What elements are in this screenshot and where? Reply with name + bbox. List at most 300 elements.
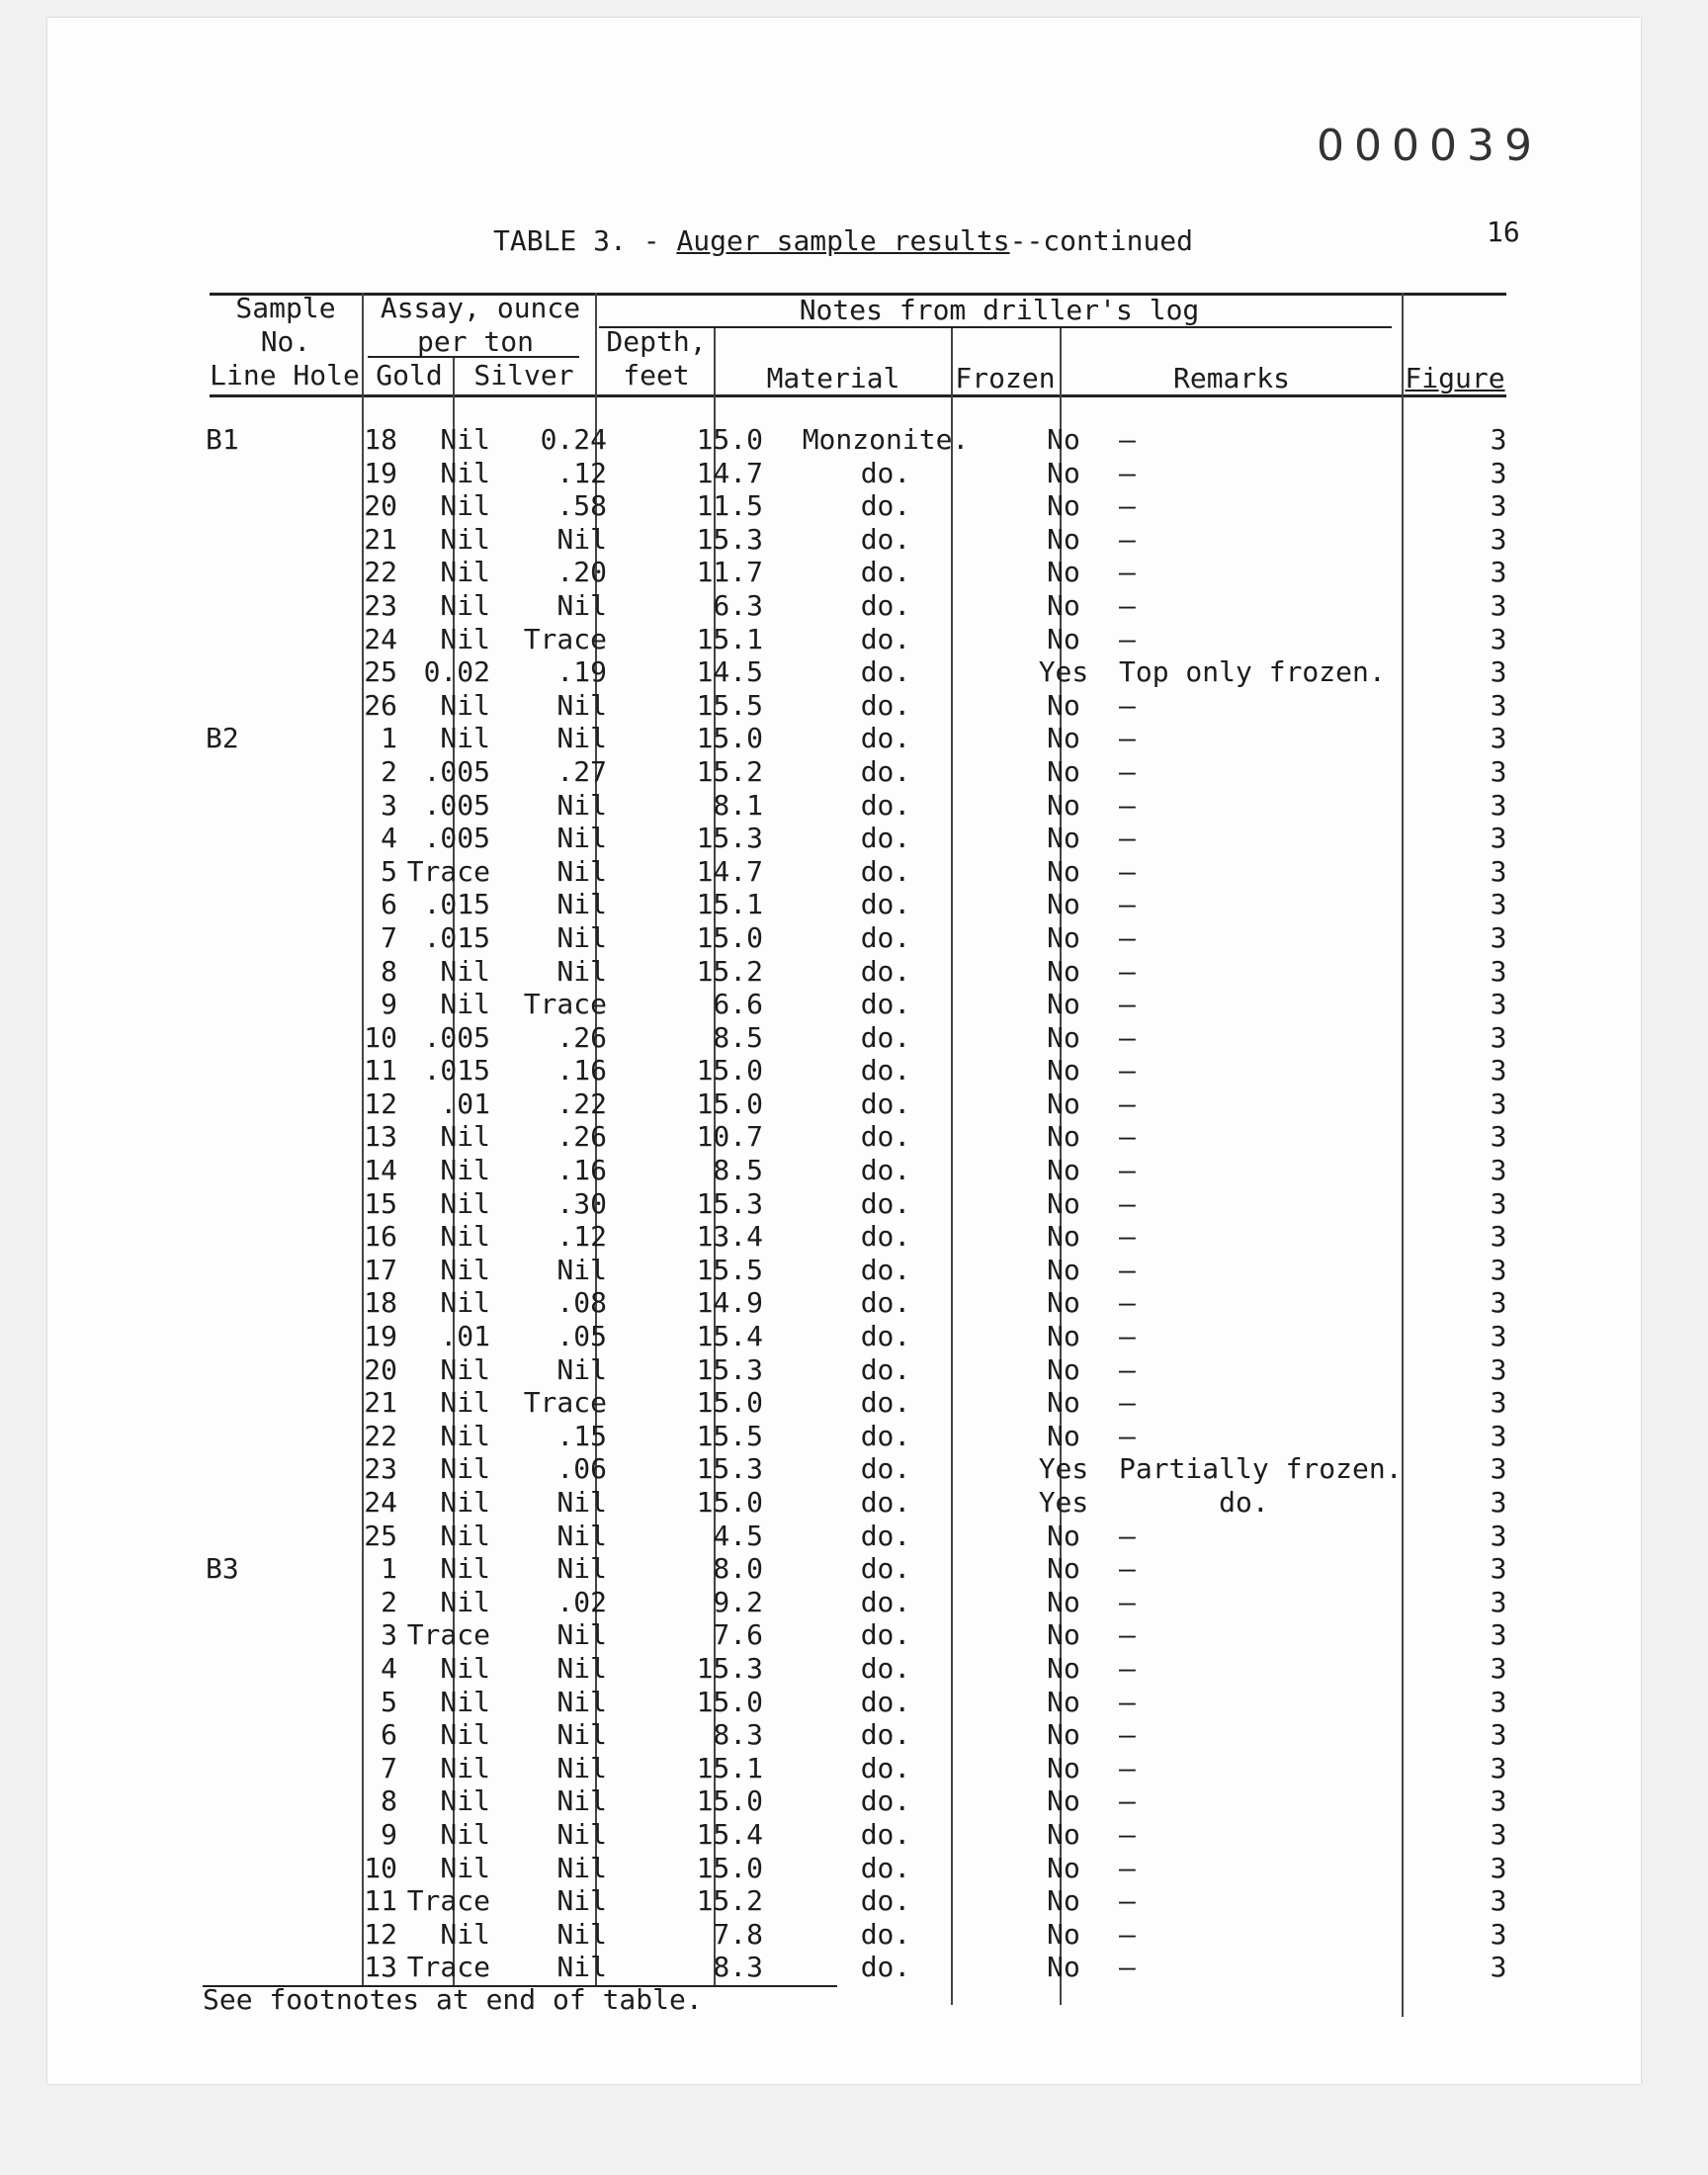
- cell-depth: 15.0: [696, 1386, 763, 1420]
- cell-figure: 3: [1490, 1951, 1507, 1984]
- cell-line: [206, 1686, 275, 1719]
- cell-line: [206, 523, 275, 557]
- cell-hole: 25: [364, 655, 397, 689]
- cell-line: [206, 689, 275, 723]
- cell-silver: Nil: [556, 588, 607, 622]
- cell-frozen: No: [1047, 722, 1080, 755]
- cell-figure: 3: [1490, 722, 1507, 755]
- cell-depth: 15.4: [696, 1817, 763, 1851]
- cell-frozen: No: [1047, 423, 1080, 456]
- table-row: [206, 556, 1536, 589]
- cell-hole: 4: [381, 1651, 397, 1685]
- cell-figure: 3: [1490, 1585, 1507, 1618]
- cell-figure: 3: [1490, 1884, 1507, 1918]
- cell-depth: 15.0: [696, 1486, 763, 1519]
- cell-material: do.: [860, 1552, 911, 1586]
- cell-depth: 15.1: [696, 1751, 763, 1784]
- cell-silver: Trace: [523, 1386, 607, 1420]
- table-row: [206, 722, 1536, 755]
- cell-line: [206, 1818, 275, 1852]
- cell-frozen: No: [1047, 1054, 1080, 1088]
- cell-figure: 3: [1490, 822, 1507, 855]
- cell-material: do.: [860, 888, 911, 921]
- cell-line: [206, 1718, 275, 1752]
- table-row: [206, 1618, 1536, 1652]
- cell-silver: .58: [556, 489, 607, 523]
- cell-depth: 15.0: [696, 722, 763, 755]
- cell-figure: 3: [1490, 1054, 1507, 1088]
- table-row: [206, 1120, 1536, 1154]
- cell-depth: 8.1: [713, 788, 763, 822]
- cell-line: [206, 1918, 275, 1952]
- title-suffix: --continued: [1009, 224, 1194, 257]
- cell-material: do.: [860, 456, 911, 489]
- cell-material: do.: [860, 1751, 911, 1784]
- cell-gold: Nil: [440, 1286, 490, 1320]
- cell-line: [206, 1187, 275, 1221]
- cell-material: do.: [860, 1452, 911, 1486]
- cell-frozen: No: [1047, 1917, 1080, 1951]
- cell-gold: Nil: [440, 1452, 490, 1486]
- cell-figure: 3: [1490, 423, 1507, 456]
- cell-line: [206, 1386, 275, 1420]
- cell-material: do.: [860, 754, 911, 788]
- cell-material: do.: [860, 1685, 911, 1718]
- cell-depth: 6.6: [713, 988, 763, 1021]
- cell-material: do.: [860, 1817, 911, 1851]
- cell-line: [206, 1951, 275, 1984]
- cell-frozen: No: [1047, 1087, 1080, 1120]
- cell-remarks: –: [1119, 556, 1136, 589]
- cell-remarks: –: [1119, 1951, 1136, 1984]
- cell-line: [206, 556, 275, 589]
- cell-figure: 3: [1490, 1618, 1507, 1652]
- table-row: [206, 1154, 1536, 1187]
- cell-material: do.: [860, 1851, 911, 1884]
- cell-hole: 10: [364, 1851, 397, 1884]
- header-notes: Notes from driller's log: [799, 294, 1200, 326]
- cell-gold: Trace: [406, 1884, 490, 1918]
- cell-hole: 24: [364, 1486, 397, 1519]
- cell-gold: .01: [440, 1320, 490, 1353]
- cell-frozen: No: [1047, 1519, 1080, 1552]
- table-row: [206, 1088, 1536, 1121]
- cell-remarks: –: [1119, 854, 1136, 888]
- cell-silver: Nil: [556, 1651, 607, 1685]
- cell-gold: Nil: [440, 688, 490, 722]
- cell-remarks: –: [1119, 1884, 1136, 1918]
- cell-figure: 3: [1490, 920, 1507, 954]
- cell-figure: 3: [1490, 588, 1507, 622]
- cell-gold: Nil: [440, 1851, 490, 1884]
- cell-gold: Nil: [440, 622, 490, 655]
- cell-gold: Nil: [440, 1253, 490, 1286]
- cell-frozen: No: [1047, 1020, 1080, 1054]
- cell-figure: 3: [1490, 1352, 1507, 1386]
- cell-hole: 8: [381, 954, 397, 988]
- cell-figure: 3: [1490, 888, 1507, 921]
- cell-frozen: No: [1047, 822, 1080, 855]
- cell-line: [206, 955, 275, 989]
- cell-silver: Nil: [556, 522, 607, 556]
- cell-material: do.: [860, 1585, 911, 1618]
- cell-figure: 3: [1490, 1486, 1507, 1519]
- cell-frozen: No: [1047, 1585, 1080, 1618]
- cell-silver: Nil: [556, 1884, 607, 1918]
- table-row: [206, 988, 1536, 1021]
- cell-frozen: No: [1047, 588, 1080, 622]
- cell-hole: 13: [364, 1120, 397, 1154]
- cell-gold: Nil: [440, 1784, 490, 1818]
- cell-gold: .01: [440, 1087, 490, 1120]
- cell-figure: 3: [1490, 854, 1507, 888]
- cell-silver: .12: [556, 1220, 607, 1254]
- cell-hole: 2: [381, 754, 397, 788]
- table-row: [206, 1220, 1536, 1254]
- cell-material: do.: [860, 1220, 911, 1254]
- table-row: [206, 423, 1536, 457]
- cell-gold: Nil: [440, 988, 490, 1021]
- cell-material: do.: [860, 1320, 911, 1353]
- cell-silver: .30: [556, 1186, 607, 1220]
- cell-hole: 23: [364, 1452, 397, 1486]
- cell-depth: 15.3: [696, 1352, 763, 1386]
- table-row: [206, 1652, 1536, 1686]
- table-row: [206, 789, 1536, 823]
- table-row: [206, 1353, 1536, 1387]
- cell-hole: 17: [364, 1253, 397, 1286]
- cell-line: [206, 855, 275, 889]
- cell-figure: 3: [1490, 1386, 1507, 1420]
- cell-line: [206, 1452, 275, 1486]
- cell-material: do.: [860, 1120, 911, 1154]
- cell-material: Monzonite.: [802, 423, 970, 456]
- cell-remarks: –: [1119, 1851, 1136, 1884]
- cell-remarks: –: [1119, 1054, 1136, 1088]
- cell-material: do.: [860, 1784, 911, 1818]
- cell-hole: 13: [364, 1951, 397, 1984]
- cell-line: [206, 1154, 275, 1187]
- cell-figure: 3: [1490, 1452, 1507, 1486]
- header-figure: Figure: [1405, 362, 1505, 394]
- cell-remarks: –: [1119, 1651, 1136, 1685]
- cell-silver: Nil: [556, 888, 607, 921]
- cell-hole: 5: [381, 1685, 397, 1718]
- cell-gold: Nil: [440, 489, 490, 523]
- cell-gold: .015: [423, 920, 490, 954]
- cell-depth: 15.4: [696, 1320, 763, 1353]
- cell-gold: Nil: [440, 1154, 490, 1187]
- cell-silver: Nil: [556, 788, 607, 822]
- cell-remarks: –: [1119, 456, 1136, 489]
- cell-hole: 25: [364, 1519, 397, 1552]
- cell-figure: 3: [1490, 1685, 1507, 1718]
- table-title: [493, 224, 1193, 257]
- cell-figure: 3: [1490, 1087, 1507, 1120]
- cell-remarks: –: [1119, 1519, 1136, 1552]
- cell-silver: 0.24: [540, 423, 607, 456]
- cell-line: [206, 921, 275, 955]
- cell-frozen: No: [1047, 1718, 1080, 1752]
- cell-line: [206, 1054, 275, 1088]
- cell-hole: 10: [364, 1020, 397, 1054]
- cell-depth: 15.3: [696, 522, 763, 556]
- cell-line: [206, 1520, 275, 1553]
- cell-frozen: No: [1047, 754, 1080, 788]
- cell-figure: 3: [1490, 1651, 1507, 1685]
- table-row: [206, 1552, 1536, 1586]
- cell-hole: 1: [381, 1552, 397, 1586]
- cell-depth: 15.2: [696, 1884, 763, 1918]
- cell-gold: Nil: [440, 1751, 490, 1784]
- cell-material: do.: [860, 788, 911, 822]
- cell-material: do.: [860, 556, 911, 589]
- cell-remarks: –: [1119, 423, 1136, 456]
- cell-depth: 15.3: [696, 1651, 763, 1685]
- cell-silver: Trace: [523, 988, 607, 1021]
- cell-silver: .08: [556, 1286, 607, 1320]
- cell-line: [206, 789, 275, 823]
- cell-line: [206, 1852, 275, 1885]
- cell-hole: 20: [364, 489, 397, 523]
- cell-remarks: –: [1119, 622, 1136, 655]
- cell-silver: Nil: [556, 854, 607, 888]
- cell-depth: 15.0: [696, 1087, 763, 1120]
- cell-silver: Nil: [556, 1851, 607, 1884]
- cell-depth: 15.0: [696, 1851, 763, 1884]
- cell-hole: 6: [381, 888, 397, 921]
- cell-depth: 13.4: [696, 1220, 763, 1254]
- cell-frozen: No: [1047, 1220, 1080, 1254]
- cell-line: [206, 1486, 275, 1520]
- cell-material: do.: [860, 489, 911, 523]
- cell-material: do.: [860, 954, 911, 988]
- cell-line: [206, 1320, 275, 1353]
- cell-material: do.: [860, 1154, 911, 1187]
- cell-hole: 11: [364, 1884, 397, 1918]
- cell-hole: 18: [364, 1286, 397, 1320]
- cell-depth: 11.5: [696, 489, 763, 523]
- cell-line: [206, 1021, 275, 1055]
- table-row: [206, 822, 1536, 855]
- table-row: [206, 1320, 1536, 1353]
- cell-gold: Nil: [440, 522, 490, 556]
- cell-remarks: –: [1119, 1286, 1136, 1320]
- cell-frozen: No: [1047, 1784, 1080, 1818]
- cell-line: [206, 988, 275, 1021]
- cell-depth: 7.6: [713, 1618, 763, 1652]
- cell-depth: 15.3: [696, 822, 763, 855]
- cell-gold: .015: [423, 888, 490, 921]
- cell-frozen: No: [1047, 489, 1080, 523]
- cell-silver: Nil: [556, 1552, 607, 1586]
- cell-gold: Nil: [440, 423, 490, 456]
- cell-depth: 14.9: [696, 1286, 763, 1320]
- cell-frozen: No: [1047, 456, 1080, 489]
- cell-remarks: –: [1119, 1552, 1136, 1586]
- cell-gold: .005: [423, 754, 490, 788]
- cell-gold: Nil: [440, 1419, 490, 1452]
- cell-remarks: –: [1119, 1320, 1136, 1353]
- cell-hole: 18: [364, 423, 397, 456]
- title-underlined: Auger sample results: [676, 224, 1010, 257]
- cell-depth: 10.7: [696, 1120, 763, 1154]
- cell-remarks: –: [1119, 1618, 1136, 1652]
- cell-material: do.: [860, 722, 911, 755]
- cell-depth: 15.0: [696, 1784, 763, 1818]
- cell-frozen: No: [1047, 1552, 1080, 1586]
- cell-frozen: No: [1047, 954, 1080, 988]
- cell-gold: Nil: [440, 1651, 490, 1685]
- cell-line: [206, 655, 275, 689]
- footnote-reference: See footnotes at end of table.: [203, 1983, 703, 2016]
- cell-line: B1: [206, 423, 239, 456]
- cell-material: do.: [860, 1386, 911, 1420]
- cell-remarks: –: [1119, 1253, 1136, 1286]
- header-feet: feet: [623, 359, 690, 392]
- cell-silver: Trace: [523, 622, 607, 655]
- cell-silver: .20: [556, 556, 607, 589]
- cell-silver: Nil: [556, 1751, 607, 1784]
- cell-material: do.: [860, 1286, 911, 1320]
- cell-material: do.: [860, 655, 911, 689]
- table-row: [206, 1718, 1536, 1752]
- cell-frozen: No: [1047, 1320, 1080, 1353]
- cell-line: [206, 1884, 275, 1918]
- cell-depth: 15.1: [696, 622, 763, 655]
- cell-figure: 3: [1490, 1186, 1507, 1220]
- cell-line: [206, 888, 275, 921]
- cell-gold: .005: [423, 1020, 490, 1054]
- cell-figure: 3: [1490, 1519, 1507, 1552]
- cell-figure: 3: [1490, 1817, 1507, 1851]
- cell-figure: 3: [1490, 1154, 1507, 1187]
- cell-material: do.: [860, 1419, 911, 1452]
- table-row: [206, 1951, 1536, 1984]
- cell-material: do.: [860, 1054, 911, 1088]
- cell-line: [206, 1420, 275, 1453]
- header-sample: Sample: [235, 292, 336, 324]
- cell-depth: 15.0: [696, 920, 763, 954]
- cell-silver: Nil: [556, 822, 607, 855]
- cell-silver: Nil: [556, 1253, 607, 1286]
- cell-remarks: –: [1119, 489, 1136, 523]
- cell-frozen: No: [1047, 1685, 1080, 1718]
- cell-material: do.: [860, 1718, 911, 1752]
- cell-material: do.: [860, 1253, 911, 1286]
- cell-hole: 22: [364, 1419, 397, 1452]
- cell-figure: 3: [1490, 556, 1507, 589]
- document-number: 000039: [1317, 121, 1542, 171]
- cell-depth: 15.2: [696, 954, 763, 988]
- table-row: [206, 1187, 1536, 1221]
- cell-hole: 11: [364, 1054, 397, 1088]
- cell-figure: 3: [1490, 1851, 1507, 1884]
- cell-frozen: No: [1047, 1154, 1080, 1187]
- cell-figure: 3: [1490, 622, 1507, 655]
- cell-silver: Nil: [556, 1817, 607, 1851]
- cell-remarks: Top only frozen.: [1119, 655, 1386, 689]
- cell-frozen: Yes: [1038, 1486, 1089, 1519]
- cell-remarks: –: [1119, 920, 1136, 954]
- cell-line: [206, 1120, 275, 1154]
- cell-silver: Nil: [556, 1618, 607, 1652]
- cell-material: do.: [860, 622, 911, 655]
- cell-depth: 7.8: [713, 1917, 763, 1951]
- cell-hole: 6: [381, 1718, 397, 1752]
- cell-remarks: –: [1119, 1718, 1136, 1752]
- cell-silver: .12: [556, 456, 607, 489]
- cell-frozen: No: [1047, 1651, 1080, 1685]
- cell-remarks: –: [1119, 1817, 1136, 1851]
- cell-remarks: –: [1119, 1685, 1136, 1718]
- cell-silver: .15: [556, 1419, 607, 1452]
- table-row: [206, 1752, 1536, 1785]
- table-row: [206, 655, 1536, 689]
- cell-material: do.: [860, 854, 911, 888]
- cell-silver: Nil: [556, 1917, 607, 1951]
- cell-line: B2: [206, 722, 239, 755]
- auger-sample-table: [206, 423, 1536, 1984]
- cell-material: do.: [860, 1087, 911, 1120]
- cell-silver: Nil: [556, 722, 607, 755]
- cell-figure: 3: [1490, 1552, 1507, 1586]
- cell-material: do.: [860, 1186, 911, 1220]
- cell-depth: 15.5: [696, 688, 763, 722]
- cell-material: do.: [860, 822, 911, 855]
- cell-gold: .005: [423, 822, 490, 855]
- cell-frozen: No: [1047, 920, 1080, 954]
- cell-figure: 3: [1490, 1917, 1507, 1951]
- page-number: 16: [1487, 216, 1520, 248]
- cell-figure: 3: [1490, 1419, 1507, 1452]
- table-row: [206, 1818, 1536, 1852]
- cell-frozen: No: [1047, 1352, 1080, 1386]
- cell-remarks: –: [1119, 788, 1136, 822]
- cell-hole: 12: [364, 1087, 397, 1120]
- cell-material: do.: [860, 588, 911, 622]
- cell-material: do.: [860, 1951, 911, 1984]
- cell-line: [206, 457, 275, 490]
- cell-remarks: –: [1119, 754, 1136, 788]
- cell-figure: 3: [1490, 688, 1507, 722]
- cell-frozen: No: [1047, 1186, 1080, 1220]
- cell-silver: Nil: [556, 920, 607, 954]
- cell-line: [206, 589, 275, 623]
- cell-hole: 24: [364, 622, 397, 655]
- cell-depth: 8.0: [713, 1552, 763, 1586]
- cell-remarks: –: [1119, 1087, 1136, 1120]
- cell-hole: 22: [364, 556, 397, 589]
- cell-depth: 15.1: [696, 888, 763, 921]
- cell-remarks: –: [1119, 822, 1136, 855]
- cell-material: do.: [860, 1486, 911, 1519]
- cell-depth: 4.5: [713, 1519, 763, 1552]
- table-row: [206, 955, 1536, 989]
- cell-hole: 3: [381, 1618, 397, 1652]
- cell-line: [206, 1618, 275, 1652]
- cell-frozen: No: [1047, 1253, 1080, 1286]
- cell-hole: 19: [364, 456, 397, 489]
- cell-line: [206, 623, 275, 656]
- cell-material: do.: [860, 1884, 911, 1918]
- cell-line: [206, 1353, 275, 1387]
- cell-material: do.: [860, 1917, 911, 1951]
- cell-remarks: –: [1119, 1386, 1136, 1420]
- cell-gold: Nil: [440, 588, 490, 622]
- cell-remarks: Partially frozen.: [1119, 1452, 1403, 1486]
- cell-gold: Nil: [440, 1186, 490, 1220]
